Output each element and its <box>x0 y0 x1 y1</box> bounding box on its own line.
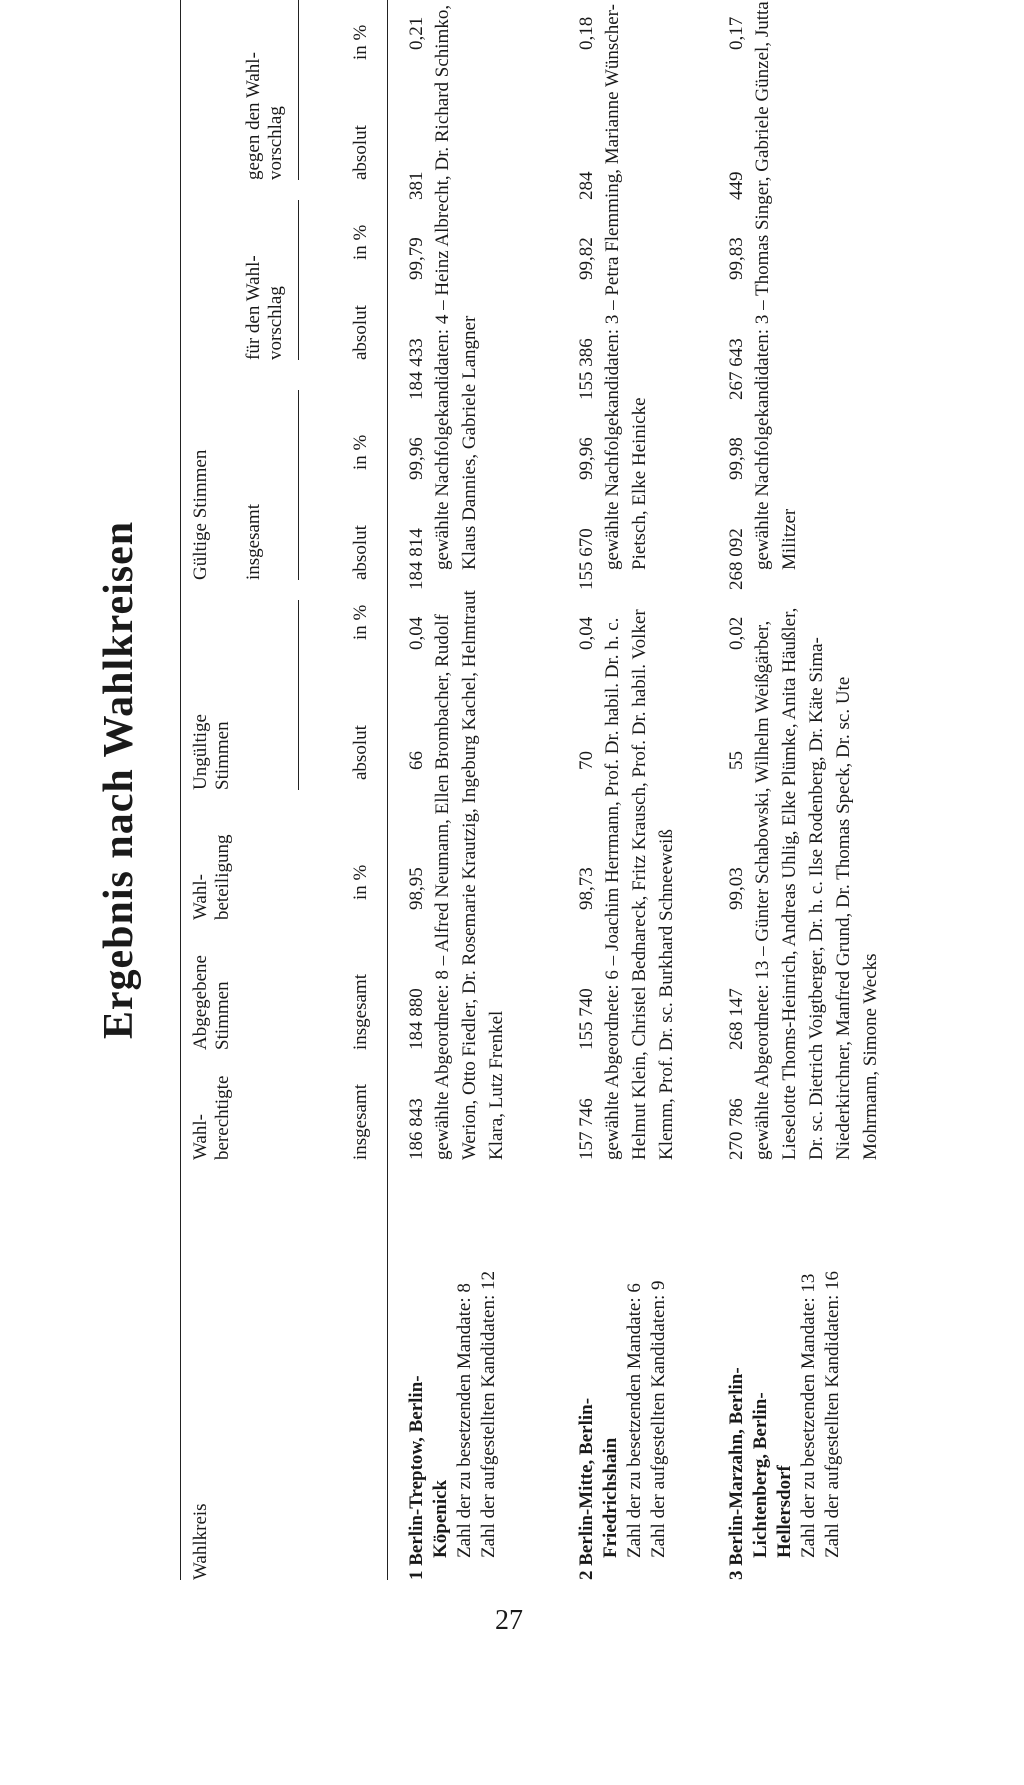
rotated-table-page <box>95 0 915 1580</box>
sub-in-pct-2: in % <box>350 604 371 640</box>
sub-insgesamt-2: insgesamt <box>350 974 371 1050</box>
abgegeben-value: 184 880 <box>406 988 427 1050</box>
gueltig-abs-value: 155 670 <box>576 528 597 590</box>
subrule-gegen <box>298 0 299 180</box>
gueltig-abs-value: 184 814 <box>406 528 427 590</box>
header-wahlberechtigte <box>190 1076 234 1160</box>
sub-absolut-4: absolut <box>350 125 371 180</box>
table-row <box>575 0 705 1580</box>
gegen-abs-value: 284 <box>576 171 597 200</box>
mandate-count: Zahl der zu besetzenden Mandate: 13 <box>798 1273 819 1558</box>
district-name: 1 Berlin-Treptow, Berlin- <box>406 1375 427 1580</box>
header-abgegebene <box>190 955 234 1050</box>
header-abgegebene-line2: Stimmen <box>212 981 233 1050</box>
gueltig-pct-value: 99,98 <box>726 437 747 480</box>
candidate-count: Zahl der aufgestellten Kandidaten: 12 <box>478 1270 499 1558</box>
sub-in-pct-5: in % <box>350 24 371 60</box>
fuer-abs-value: 155 386 <box>576 338 597 400</box>
table-header-bottom-rule <box>387 0 388 1580</box>
header-gueltige: Gültige Stimmen <box>190 449 211 580</box>
fuer-abs-value: 184 433 <box>406 338 427 400</box>
gegen-pct-value: 0,21 <box>406 16 427 50</box>
header-wahlbeteiligung-line2: beteiligung <box>212 834 233 920</box>
district-name-cont: Hellersdorf <box>774 1465 795 1558</box>
header-wahlbeteiligung <box>190 835 234 920</box>
candidate-count: Zahl der aufgestellten Kandidaten: 9 <box>648 1280 669 1558</box>
mandate-count: Zahl der zu besetzenden Mandate: 8 <box>454 1283 475 1558</box>
gueltig-abs-value: 268 092 <box>726 528 747 590</box>
gueltig-pct-value: 99,96 <box>406 437 427 480</box>
header-ungueltige <box>190 714 234 790</box>
elected-deputies: gewählte Abgeordnete: 8 – Alfred Neumann, Ellen Brombacher, Rudolf Werion, Otto Fiedler, Dr. Rosemarie Krautzig, Ingeburg Kachel, Helmtraut Klara, Lutz Frenkel <box>432 590 507 1160</box>
header-wahlberechtigte-line2: berechtigte <box>212 1075 233 1160</box>
district-name: 3 Berlin-Marzahn, Berlin- <box>726 1367 747 1580</box>
elected-successors: gewählte Nachfolgekandidaten: 4 – Heinz Albrecht, Dr. Richard Schimko, Klaus Dannies, Gabriele Langner <box>432 4 480 570</box>
header-wahlbeteiligung-line1: Wahl- <box>190 874 211 920</box>
ungueltig-abs-value: 66 <box>406 751 427 770</box>
abgegeben-value: 268 147 <box>726 988 747 1050</box>
header-wahlkreis: Wahlkreis <box>190 1503 211 1580</box>
sub-absolut-1: absolut <box>350 725 371 780</box>
header-gegen-line2: vorschlag <box>265 106 286 180</box>
abgegeben-value: 155 740 <box>576 988 597 1050</box>
elected-successors: gewählte Nachfolgekandidaten: 3 – Petra Flemming, Marianne Wünscher-Pietsch, Elke Heinicke <box>602 4 650 570</box>
district-cell <box>725 1220 845 1580</box>
beteiligung-value: 98,95 <box>406 867 427 910</box>
district-cell <box>405 1220 501 1580</box>
header-wahlberechtigte-line1: Wahl- <box>190 1114 211 1160</box>
mandate-count: Zahl der zu besetzenden Mandate: 6 <box>624 1283 645 1558</box>
fuer-pct-value: 99,79 <box>406 237 427 280</box>
header-gegen-line1: gegen den Wahl- <box>243 52 264 180</box>
fuer-abs-value: 267 643 <box>726 338 747 400</box>
sub-in-pct-3: in % <box>350 434 371 470</box>
subrule-insgesamt <box>298 390 299 580</box>
table-row <box>405 0 555 1580</box>
ungueltig-pct-value: 0,04 <box>406 616 427 650</box>
sub-in-pct-4: in % <box>350 224 371 260</box>
district-name: 2 Berlin-Mitte, Berlin- <box>576 1397 597 1580</box>
page-title: Ergebnis nach Wahlkreisen <box>96 520 142 1040</box>
gegen-pct-value: 0,17 <box>726 16 747 50</box>
candidate-count: Zahl der aufgestellten Kandidaten: 16 <box>822 1270 843 1558</box>
header-fuer-line2: vorschlag <box>265 286 286 360</box>
fuer-pct-value: 99,83 <box>726 237 747 280</box>
sub-absolut-2: absolut <box>350 525 371 580</box>
table-top-rule <box>180 0 181 1580</box>
beteiligung-value: 99,03 <box>726 867 747 910</box>
ungueltig-abs-value: 70 <box>576 751 597 770</box>
wahlberechtigte-value: 157 746 <box>576 1098 597 1160</box>
sub-in-pct-1: in % <box>350 864 371 900</box>
table-row <box>725 0 915 1580</box>
gegen-abs-value: 381 <box>406 171 427 200</box>
gueltig-pct-value: 99,96 <box>576 437 597 480</box>
header-abgegebene-line1: Abgegebene <box>190 955 211 1050</box>
gegen-abs-value: 449 <box>726 171 747 200</box>
ungueltig-pct-value: 0,04 <box>576 616 597 650</box>
subrule-fuer <box>298 200 299 360</box>
elected-deputies: gewählte Abgeordnete: 13 – Günter Schabowski, Wilhelm Weißgärber, Lieselotte Thoms-Heinrich, Andreas Uhlig, Elke Plümke, Anita Häußler, Dr. sc. Dietrich Voigtberger, Dr. h. c. Ilse Rodenberg, Dr. Käte Sima-Niederkirchner, Manfred Grund, Dr. Thomas Speck, Dr. sc. Ute Mohrmann, Simone Wecks <box>752 607 881 1160</box>
sub-absolut-3: absolut <box>350 305 371 360</box>
page-number: 27 <box>495 1605 523 1636</box>
beteiligung-value: 98,73 <box>576 867 597 910</box>
wahlberechtigte-value: 270 786 <box>726 1098 747 1160</box>
header-gueltige-insgesamt: insgesamt <box>243 504 264 580</box>
elected-successors: gewählte Nachfolgekandidaten: 3 – Thomas Singer, Gabriele Günzel, Jutta Militzer <box>752 1 800 570</box>
header-fuer-line1: für den Wahl- <box>243 255 264 360</box>
wahlberechtigte-value: 186 843 <box>406 1098 427 1160</box>
header-ungueltige-line2: Stimmen <box>212 721 233 790</box>
header-fuer <box>243 255 287 360</box>
district-name-cont: Friedrichshain <box>600 1437 621 1558</box>
gegen-pct-value: 0,18 <box>576 16 597 50</box>
elected-deputies: gewählte Abgeordnete: 6 – Joachim Herrmann, Prof. Dr. habil. Dr. h. c. Helmut Klein, Christel Bednareck, Fritz Krausch, Prof. Dr. habil. Volker Klemm, Prof. Dr. sc. Burkhard Schneeweiß <box>602 609 677 1160</box>
ungueltig-pct-value: 0,02 <box>726 616 747 650</box>
header-ungueltige-line1: Ungültige <box>190 714 211 790</box>
district-cell <box>575 1220 671 1580</box>
ungueltig-abs-value: 55 <box>726 751 747 770</box>
fuer-pct-value: 99,82 <box>576 237 597 280</box>
district-name-cont: Lichtenberg, Berlin- <box>750 1392 771 1558</box>
subrule-ungueltig <box>298 600 299 790</box>
sub-insgesamt-1: insgesamt <box>350 1084 371 1160</box>
header-gegen <box>243 52 287 180</box>
district-name-cont: Köpenick <box>430 1479 451 1558</box>
